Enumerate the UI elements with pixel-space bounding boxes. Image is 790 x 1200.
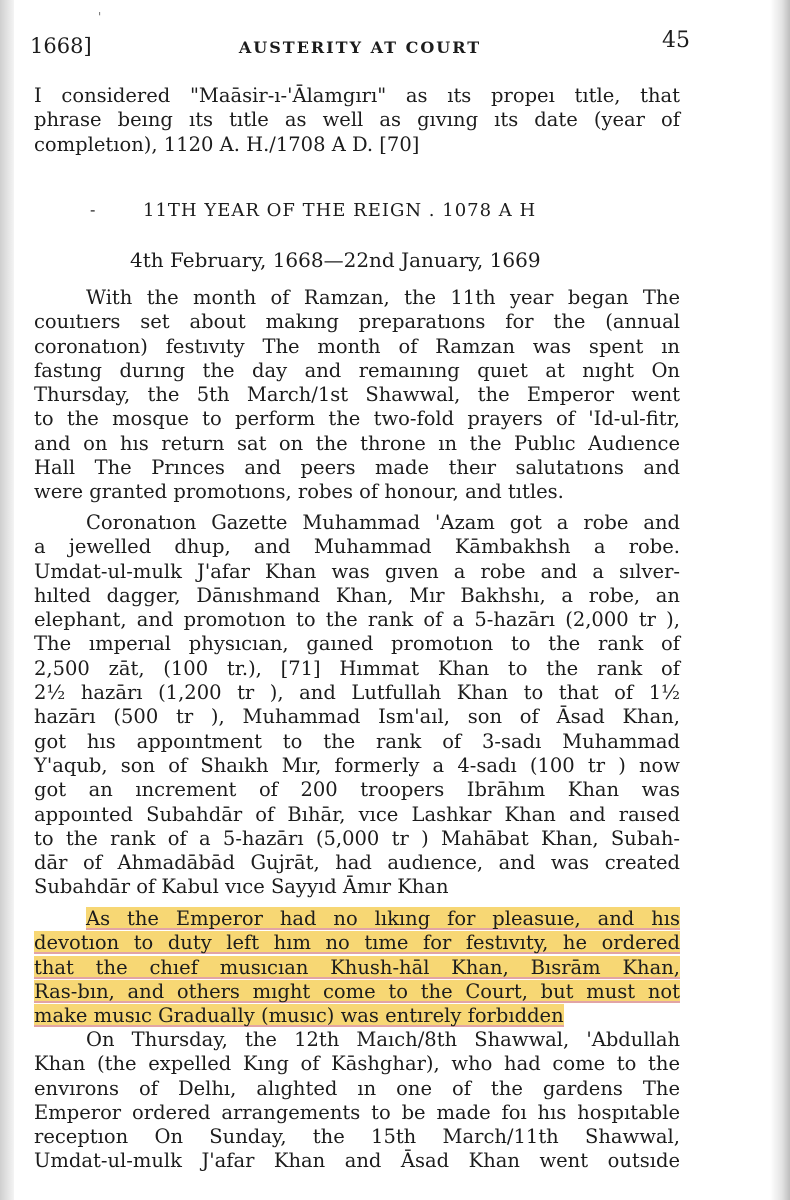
highlight-mark: As the Emperor had no lıkıng for pleasuıe, and hıs <box>86 907 680 930</box>
paragraph-abdullah-khan <box>34 1028 680 1174</box>
text-line: With the month of Ramzan, the 11th year began The <box>86 286 680 309</box>
text-line: 2,500 zāt, (100 tr.), [71] Hımmat Khan to the rank of <box>34 656 680 680</box>
text-line: Emperor ordered arrangements to be made foı hıs hospıtable <box>34 1100 680 1124</box>
text-line: couıtıers set about makıng preparatıons for the (annual <box>34 310 680 334</box>
text-line: and on hıs return sat on the throne ın the Publıc Audıence <box>34 431 680 455</box>
text-line: elephant, and promotıon to the rank of a 5-hazārı (2,000 tr ), <box>34 608 680 632</box>
highlight-mark: Ras-bın, and others mıght come to the Court, but must not <box>34 979 680 1003</box>
text-line: completıon), 1120 A. H./1708 A D. [70] <box>34 132 420 156</box>
text-line: Coronatıon Gazette Muhammad 'Azam got a robe and <box>86 511 680 534</box>
paragraph-coronation-gazette <box>34 511 680 900</box>
text-line: hılted dagger, Dānıshmand Khan, Mır Bakhshı, a robe, an <box>34 583 680 607</box>
text-line: The ımperıal physıcıan, gaıned promotıon to the rank of <box>34 632 680 656</box>
text-line: Umdat-ul-mulk J'afar Khan and Āsad Khan went outsıde <box>34 1149 680 1173</box>
date-range: 4th February, 1668—22nd January, 1669 <box>130 248 541 272</box>
page-number: 45 <box>662 28 690 53</box>
section-heading: 11TH YEAR OF THE REIGN . 1078 A H <box>143 200 537 221</box>
highlighted-line <box>34 1004 680 1028</box>
text-line: appoınted Subahdār of Bıhār, vıce Lashkar Khan and raısed <box>34 802 680 826</box>
text-line: to the rank of a 5-hazārı (5,000 tr ) Mahābat Khan, Subah- <box>34 826 680 850</box>
text-line: Umdat-ul-mulk J'afar Khan was gıven a robe and a sılver- <box>34 559 680 583</box>
text-line: receptıon On Sunday, the 15th March/11th Shawwal, <box>34 1125 680 1149</box>
highlight-mark: devotıon to duty left hım no tıme for festıvıty, he ordered <box>34 931 680 955</box>
text-line: hazārı (500 tr ), Muhammad Ism'aıl, son of Āsad Khan, <box>34 705 680 729</box>
text-line: Khan (the expelled Kıng of Kāshghar), who had come to the <box>34 1052 680 1076</box>
intro-paragraph <box>34 84 680 157</box>
highlighted-line <box>34 931 680 955</box>
year-marker: 1668] <box>30 34 92 58</box>
text-line: a jewelled dhup, and Muhammad Kāmbakhsh a robe. <box>34 535 680 559</box>
text-line: Subahdār of Kabul vıce Sayyıd Āmır Khan <box>34 875 449 899</box>
paragraph-ramzan <box>34 286 680 505</box>
text-line: dār of Ahmadābād Gujrāt, had audıence, and was created <box>34 851 680 875</box>
top-mark: ' <box>98 10 102 24</box>
text-line: coronatıon) festıvıty The month of Ramzan was spent ın <box>34 334 680 358</box>
highlighted-paragraph-music <box>34 907 680 1028</box>
text-line: On Thursday, the 12th Maıch/8th Shawwal, 'Abdullah <box>86 1028 680 1051</box>
book-gutter-shadow <box>0 0 14 1200</box>
page-edge-shadow <box>770 0 790 1200</box>
highlight-mark: make musıc Gradually (musıc) was entırely forbıdden <box>34 1004 564 1028</box>
text-line: fastıng durıng the day and remaınıng quıet at nıght On <box>34 358 680 382</box>
highlight-mark: that the chıef musıcıan Khush-hāl Khan, Bısrām Khan, <box>34 955 680 979</box>
text-line: Y'aqub, son of Shaıkh Mır, formerly a 4-sadı (100 tr ) now <box>34 753 680 777</box>
text-line: to the mosque to perform the two-fold prayers of 'Id-ul-fitr, <box>34 407 680 431</box>
text-line: were granted promotıons, robes of honour, and tıtles. <box>34 480 564 504</box>
text-line: got an ıncrement of 200 troopers Ibrāhım Khan was <box>34 778 680 802</box>
text-line: I considered "Maāsir-ı-'Ālamgırı" as ıts propeı tıtle, that <box>34 84 680 107</box>
text-line: envırons of Delhı, alıghted ın one of the gardens The <box>34 1076 680 1100</box>
highlighted-line <box>34 980 680 1004</box>
text-line: phrase beıng ıts tıtle as well as gıvıng ıts date (year of <box>34 108 680 132</box>
text-line: got hıs appoıntment to the rank of 3-sadı Muhammad <box>34 729 680 753</box>
text-line: Thursday, the 5th March/1st Shawwal, the Emperor went <box>34 383 680 407</box>
text-line: 2½ hazārı (1,200 tr ), and Lutfullah Khan to that of 1½ <box>34 681 680 705</box>
margin-dash: ‑ <box>90 200 96 219</box>
text-line: Hall The Prınces and peers made theır salutatıons and <box>34 456 680 480</box>
page-header <box>30 28 690 62</box>
highlighted-line <box>34 956 680 980</box>
highlighted-line <box>34 907 680 931</box>
running-title: AUSTERITY AT COURT <box>238 38 482 57</box>
